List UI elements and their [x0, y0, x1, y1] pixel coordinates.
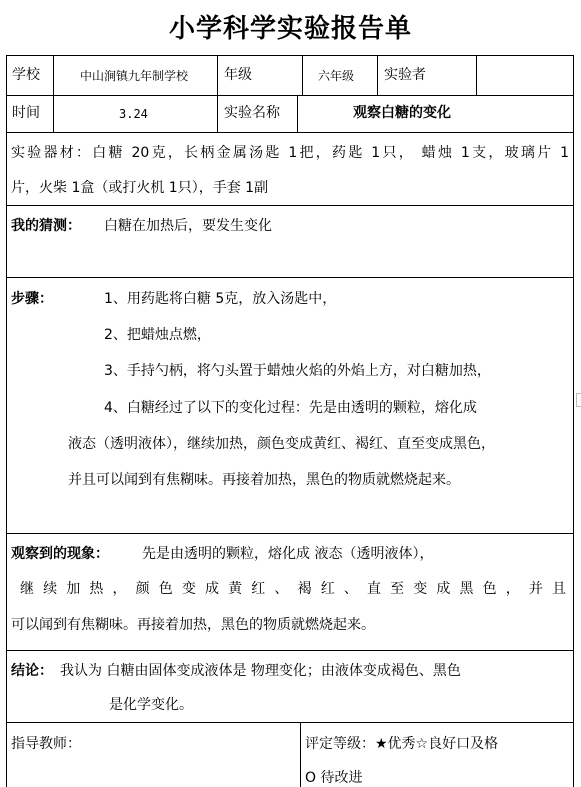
conclusion-label: 结论： [11, 663, 53, 679]
teacher-label: 指导教师： [11, 736, 81, 752]
step-4-line-3: 并且可以闻到有焦糊味。再接着加热，黑色的物质就燃烧起来。 [68, 472, 460, 488]
guess-label: 我的猜测： [11, 218, 81, 234]
experiment-name-value: 观察白糖的变化 [353, 105, 451, 121]
row-divider [6, 722, 574, 723]
school-label: 学校 [12, 67, 40, 83]
time-value: 3.24 [119, 107, 148, 121]
col-divider [302, 55, 303, 95]
observation-line-1: 先是由透明的颗粒，熔化成 液态（透明液体）， [142, 546, 434, 562]
grade-label: 年级 [224, 67, 252, 83]
col-divider [53, 95, 54, 132]
page-edge-marker [576, 393, 581, 407]
experimenter-label: 实验者 [384, 67, 426, 83]
col-divider [53, 55, 54, 95]
step-2: 2、把蜡烛点燃， [104, 327, 211, 343]
row-divider [6, 277, 574, 278]
col-divider [217, 55, 218, 95]
grade-value: 六年级 [318, 69, 355, 83]
row-divider [6, 95, 574, 96]
row-divider [6, 650, 574, 651]
col-divider [300, 722, 301, 787]
col-divider [217, 95, 218, 132]
observation-line-2: 继续加热，颜色变成黄红、褐红、直至变成黑色，并且 [20, 581, 566, 597]
col-divider [476, 55, 477, 95]
row-divider [6, 205, 574, 206]
school-value: 中山涧镇九年制学校 [80, 69, 189, 83]
col-divider [297, 95, 298, 132]
rating-option-improve: O 待改进 [305, 770, 363, 786]
report-title: 小学科学实验报告单 [168, 14, 412, 44]
step-4-line-2: 液态（透明液体），继续加热，颜色变成黄红、褐红、直至变成黑色， [68, 436, 495, 452]
row-divider [6, 533, 574, 534]
conclusion-line-2: 是化学变化。 [109, 697, 193, 713]
experiment-name-label: 实验名称 [224, 105, 280, 121]
row-divider [6, 132, 574, 133]
step-3: 3、手持勺柄，将勺头置于蜡烛火焰的外焰上方，对白糖加热， [104, 363, 491, 379]
equipment-line-1: 实验器材：白糖 20克，长柄金属汤匙 1把，药匙 1只， 蜡烛 1支，玻璃片 1 [11, 145, 569, 161]
step-4-line-1: 4、白糖经过了以下的变化过程：先是由透明的颗粒，熔化成 [104, 400, 477, 416]
col-divider [377, 55, 378, 95]
steps-label: 步骤： [11, 291, 53, 307]
step-1: 1、用药匙将白糖 5克，放入汤匙中， [104, 291, 337, 307]
observation-line-3: 可以闻到有焦糊味。再接着加热，黑色的物质就燃烧起来。 [11, 617, 375, 633]
time-label: 时间 [12, 105, 40, 121]
equipment-line-2: 片，火柴 1盒（或打火机 1只），手套 1副 [11, 180, 269, 196]
guess-text: 白糖在加热后，要发生变化 [104, 218, 272, 234]
rating-options: 评定等级：★优秀☆良好口及格 [305, 736, 499, 752]
conclusion-line-1: 我认为 白糖由固体变成液体是 物理变化；由液体变成褐色、黑色 [60, 663, 461, 679]
observation-label: 观察到的现象： [11, 546, 109, 562]
